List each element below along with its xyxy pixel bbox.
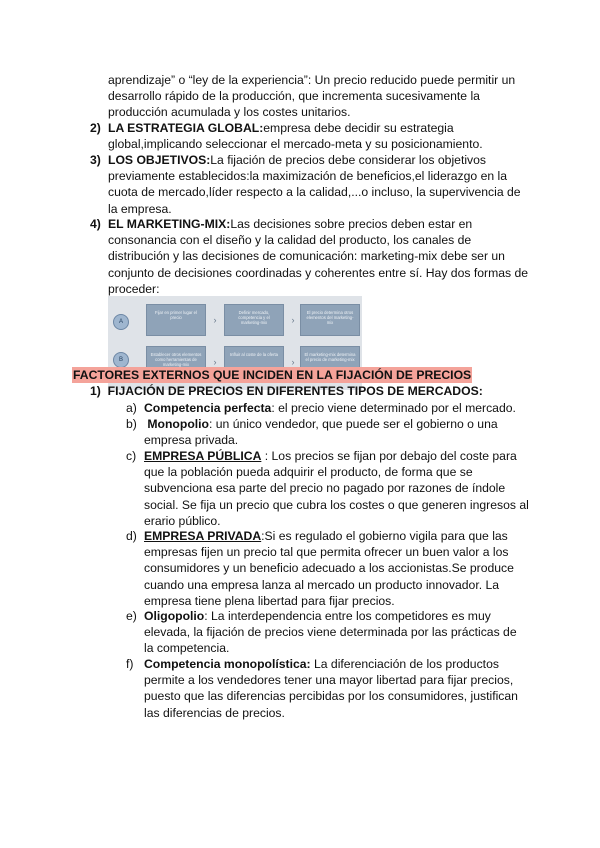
text-line: empresa tiene plena libertad para fijar precios. (144, 593, 395, 608)
text-line: que la población pueda adquirir el producto, de forma que se (144, 465, 473, 480)
text-line: la empresa. (108, 201, 172, 216)
text-line: La diferenciación de los productos (310, 657, 499, 671)
subsection-heading (90, 383, 483, 399)
item-letter: c) (126, 449, 137, 463)
item-number: 4) (90, 217, 101, 231)
row-label-circle: B (113, 352, 129, 368)
chevron-right-icon: › (213, 357, 217, 367)
item-title: EMPRESA PÚBLICA (144, 449, 262, 463)
text-line: las diferencias de precios. (144, 705, 285, 720)
text-line: consumidores y un beneficio adecuado a los accionistas.Se produce (144, 561, 514, 576)
row-label-circle: A (113, 314, 129, 330)
text-line: social. Se fija un precio que cubra los costes o que generen ingresos al (144, 497, 529, 512)
text-line: : el precio viene determinado por el mercado. (271, 401, 516, 415)
item-title: EMPRESA PRIVADA (144, 529, 262, 543)
text-line: previamente establecidos:la maximización de beneficios,el liderazgo en la (108, 169, 508, 184)
text-line: : La interdependencia entre los competidores es muy (204, 609, 491, 623)
text-line: :Si es regulado el gobierno vigila para que las (261, 529, 508, 543)
item-title: Competencia monopolística: (144, 657, 311, 671)
subsection-number: 1) (90, 384, 101, 398)
chevron-right-icon: › (291, 357, 295, 367)
diagram-box: El precio determina otros elementos del marketing-mix (300, 304, 360, 336)
text-line: distribución y las decisiones de comunicación: marketing-mix debe ser un (108, 249, 505, 264)
diagram-box: Definir mercado, competencia y el marketing-mix (224, 304, 284, 336)
text-line: proceder: (108, 281, 160, 296)
item-letter: a) (126, 401, 137, 415)
section-heading: FACTORES EXTERNOS QUE INCIDEN EN LA FIJACIÓN DE PRECIOS (73, 368, 472, 382)
text-line: producción acumulada y los costes unitarios. (108, 105, 351, 120)
text-line: cuota de mercado,líder respecto a la calidad,...o incluso, la supervivencia de (108, 185, 521, 200)
diagram-box: Fijar en primer lugar el precio (146, 304, 206, 336)
text-line: la competencia. (144, 641, 230, 656)
intro-paragraph (108, 72, 538, 121)
item-letter: e) (126, 609, 137, 623)
diagram-box: Influir al coste de la oferta (224, 346, 284, 378)
text-line: subvenciona esa parte del precio no pagado por razones de índole (144, 481, 506, 496)
text-line: permite a los vendedores tener una mayor libertad para fijar precios, (144, 673, 514, 688)
item-title: LA ESTRATEGIA GLOBAL: (108, 121, 264, 135)
text-line: empresas fijen un precio tal que permita ofrecer un buen valor a los (144, 545, 509, 560)
item-number: 2) (90, 121, 101, 135)
item-letter: f) (126, 657, 134, 671)
text-line: global,implicando seleccionar el mercado-meta y su posicionamiento. (108, 137, 483, 152)
item-title: Oligopolio (144, 609, 205, 623)
text-line: aprendizaje” o “ley de la experiencia”: Un precio reducido puede permitir un (108, 73, 516, 87)
item-title: LOS OBJETIVOS: (108, 153, 211, 167)
text-line: conjunto de decisiones coordinadas y coherentes entre sí. Hay dos formas de (108, 265, 529, 280)
item-title: Competencia perfecta (144, 401, 272, 415)
diagram-box: El marketing-mix determina el precio de marketing-mix (300, 346, 360, 378)
item-letter: b) (126, 417, 137, 431)
text-line: empresa debe decidir su estrategia (263, 121, 454, 135)
text-line: : un único vendedor, que puede ser el gobierno o una (208, 417, 498, 431)
text-line: desarrollo rápido de la producción, que incrementa sucesivamente la (108, 89, 480, 104)
text-line: : Los precios se fijan por debajo del coste para (261, 449, 517, 463)
text-line: puesto que las diferencias percibidas por los consumidores, justifican (144, 689, 518, 704)
item-title: EL MARKETING-MIX: (108, 217, 231, 231)
text-line: elevada, la fijación de precios viene determinada por las prácticas de (144, 625, 517, 640)
chevron-right-icon: › (213, 315, 217, 325)
text-line: consonancia con el diseño y la calidad del producto, los canales de (108, 233, 472, 248)
diagram-row-a (108, 300, 362, 340)
item-letter: d) (126, 529, 137, 543)
text-line: Las decisiones sobre precios deben estar en (230, 217, 473, 231)
subsection-title: FIJACIÓN DE PRECIOS EN DIFERENTES TIPOS DE MERCADOS: (107, 384, 483, 398)
diagram-box: Establecer otros elementos como herramientas de marketing-mix (146, 346, 206, 378)
item-title: Monopolio (144, 417, 209, 431)
text-line: empresa privada. (144, 433, 239, 448)
chevron-right-icon: › (291, 315, 295, 325)
text-line: erario público. (144, 513, 221, 528)
text-line: cuando una empresa lanza al mercado un producto innovador. La (144, 577, 500, 592)
item-number: 3) (90, 153, 101, 167)
text-line: La fijación de precios debe considerar los objetivos (210, 153, 487, 167)
